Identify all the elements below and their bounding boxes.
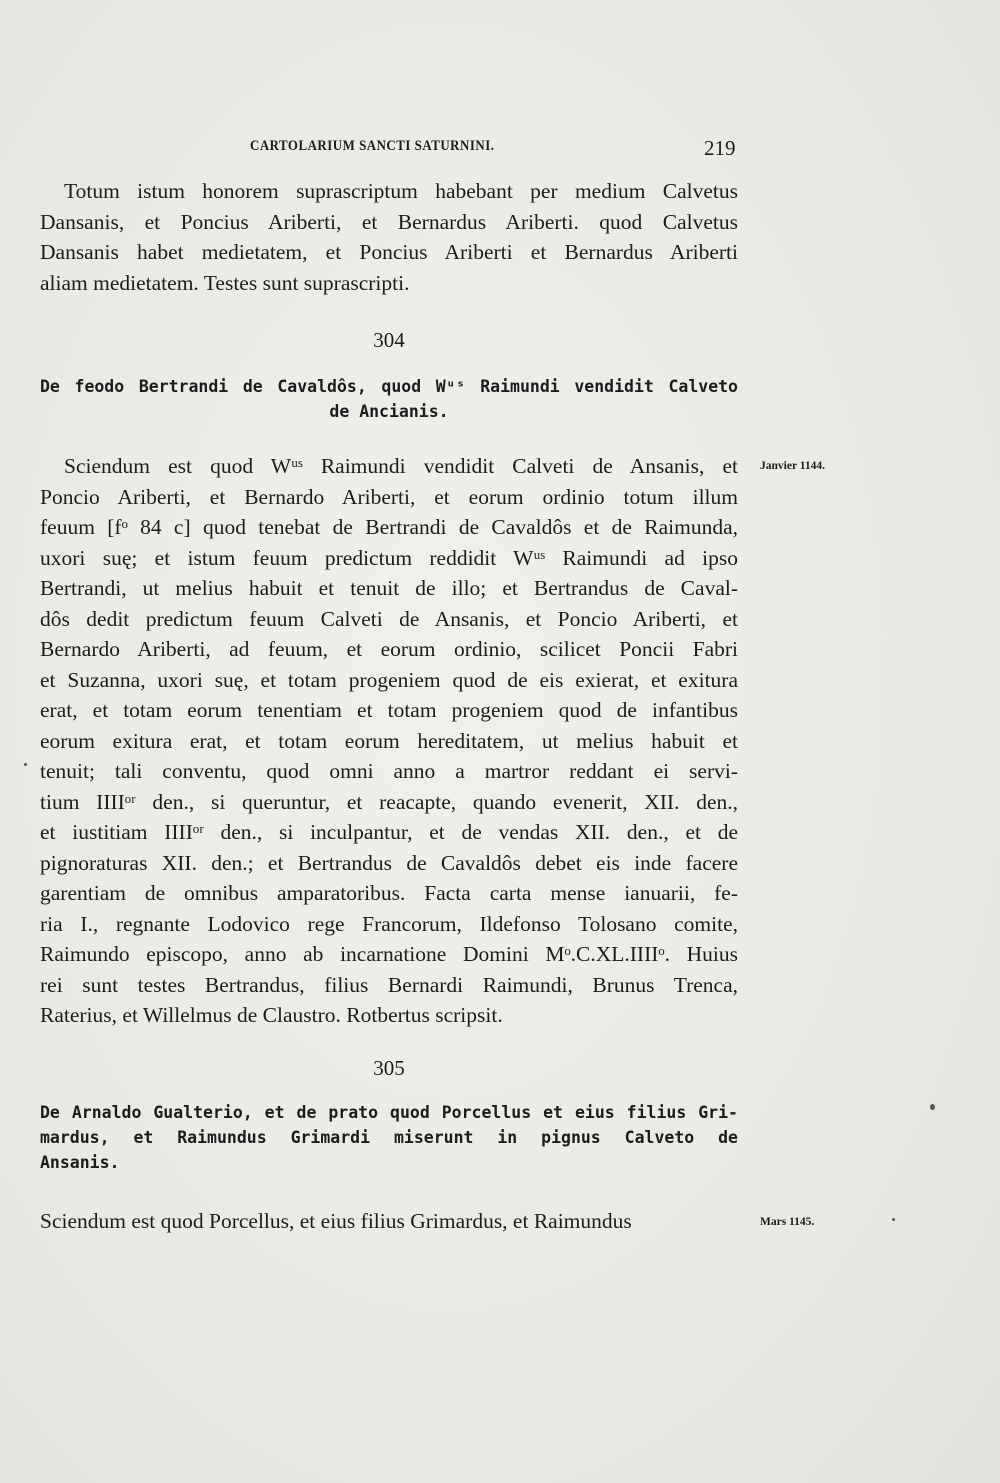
text-line: tium IIIIᵒʳ den., si queruntur, et reacapte, quando evenerit, XII. den.,	[40, 789, 738, 814]
charter-number-304: 304	[373, 328, 405, 352]
scan-speck	[892, 1218, 895, 1221]
text-line: Sciendum est quod Porcellus, et eius filius Grimardus, et Raimundus	[40, 1209, 632, 1233]
rubric-line: De feodo Bertrandi de Cavaldôs, quod Wᵘˢ Raimundi vendidit Calveto	[40, 377, 738, 396]
text-line: rei sunt testes Bertrandus, filius Bernardi Raimundi, Brunus Trenca,	[40, 972, 738, 997]
text-line: Raimundo episcopo, anno ab incarnatione Domini Mᵒ.C.XL.IIIIᵒ. Huius	[40, 942, 738, 966]
rubric-line: De Arnaldo Gualterio, et de prato quod Porcellus et eius filius Gri-	[40, 1103, 738, 1122]
text-line: pignoraturas XII. den.; et Bertrandus de Cavaldôs debet eis inde facere	[40, 850, 738, 875]
charter-304-rubric	[40, 374, 738, 424]
text-line: Raterius, et Willelmus de Claustro. Rotbertus scripsit.	[40, 1003, 503, 1027]
rubric-line: Ansanis.	[40, 1153, 120, 1172]
text-line: Bernardo Ariberti, ad feuum, et eorum ordinio, scilicet Poncii Fabri	[40, 637, 738, 661]
text-line: Bertrandi, ut melius habuit et tenuit de illo; et Bertrandus de Caval-	[40, 576, 738, 600]
text-line: ria I., regnante Lodovico rege Francorum, Ildefonso Tolosano comite,	[40, 911, 738, 936]
scan-speck	[24, 763, 27, 766]
page-number: 219	[704, 136, 736, 160]
text-line: Dansanis, et Poncius Ariberti, et Bernardus Ariberti. quod Calvetus	[40, 209, 738, 234]
text-line: aliam medietatem. Testes sunt suprascripti.	[40, 270, 410, 295]
charter-305-text	[40, 1206, 738, 1237]
margin-date-304: Janvier 1144.	[760, 460, 825, 472]
intro-paragraph	[40, 176, 738, 298]
text-line: Totum istum honorem suprascriptum habebant per medium Calvetus	[64, 179, 738, 203]
scan-speck	[930, 1104, 935, 1110]
text-line: dôs dedit predictum feuum Calveti de Ansanis, et Poncio Ariberti, et	[40, 606, 738, 631]
text-line: Sciendum est quod Wᵘˢ Raimundi vendidit Calveti de Ansanis, et	[64, 454, 738, 478]
rubric-line: de Ancianis.	[329, 402, 449, 421]
charter-number-305: 305	[373, 1056, 405, 1080]
charter-305-rubric	[40, 1100, 738, 1175]
text-line: feuum [fᵒ 84 c] quod tenebat de Bertrandi de Cavaldôs et de Raimunda,	[40, 515, 738, 539]
text-line: et iustitiam IIIIᵒʳ den., si inculpantur, et de vendas XII. den., et de	[40, 820, 738, 844]
text-line: Dansanis habet medietatem, et Poncius Ariberti et Bernardus Ariberti	[40, 240, 738, 264]
margin-date-305: Mars 1145.	[760, 1216, 815, 1228]
text-line: garentiam de omnibus amparatoribus. Facta carta mense ianuarii, fe-	[40, 881, 738, 905]
running-title: CARTOLARIUM SANCTI SATURNINI.	[250, 138, 495, 154]
text-line: uxori suę; et istum feuum predictum reddidit Wᵘˢ Raimundi ad ipso	[40, 545, 738, 570]
text-line: tenuit; tali conventu, quod omni anno a martror reddant ei servi-	[40, 759, 738, 783]
text-line: eorum exitura erat, et totam eorum hereditatem, ut melius habuit et	[40, 728, 738, 753]
charter-304-text	[40, 451, 738, 1031]
text-line: et Suzanna, uxori suę, et totam progeniem quod de eis exierat, et exitura	[40, 667, 738, 692]
rubric-line: mardus, et Raimundus Grimardi miserunt in pignus Calveto de	[40, 1128, 738, 1147]
text-line: Poncio Ariberti, et Bernardo Ariberti, et eorum ordinio totum illum	[40, 484, 738, 509]
text-line: erat, et totam eorum tenentiam et totam progeniem quod de infantibus	[40, 698, 738, 722]
